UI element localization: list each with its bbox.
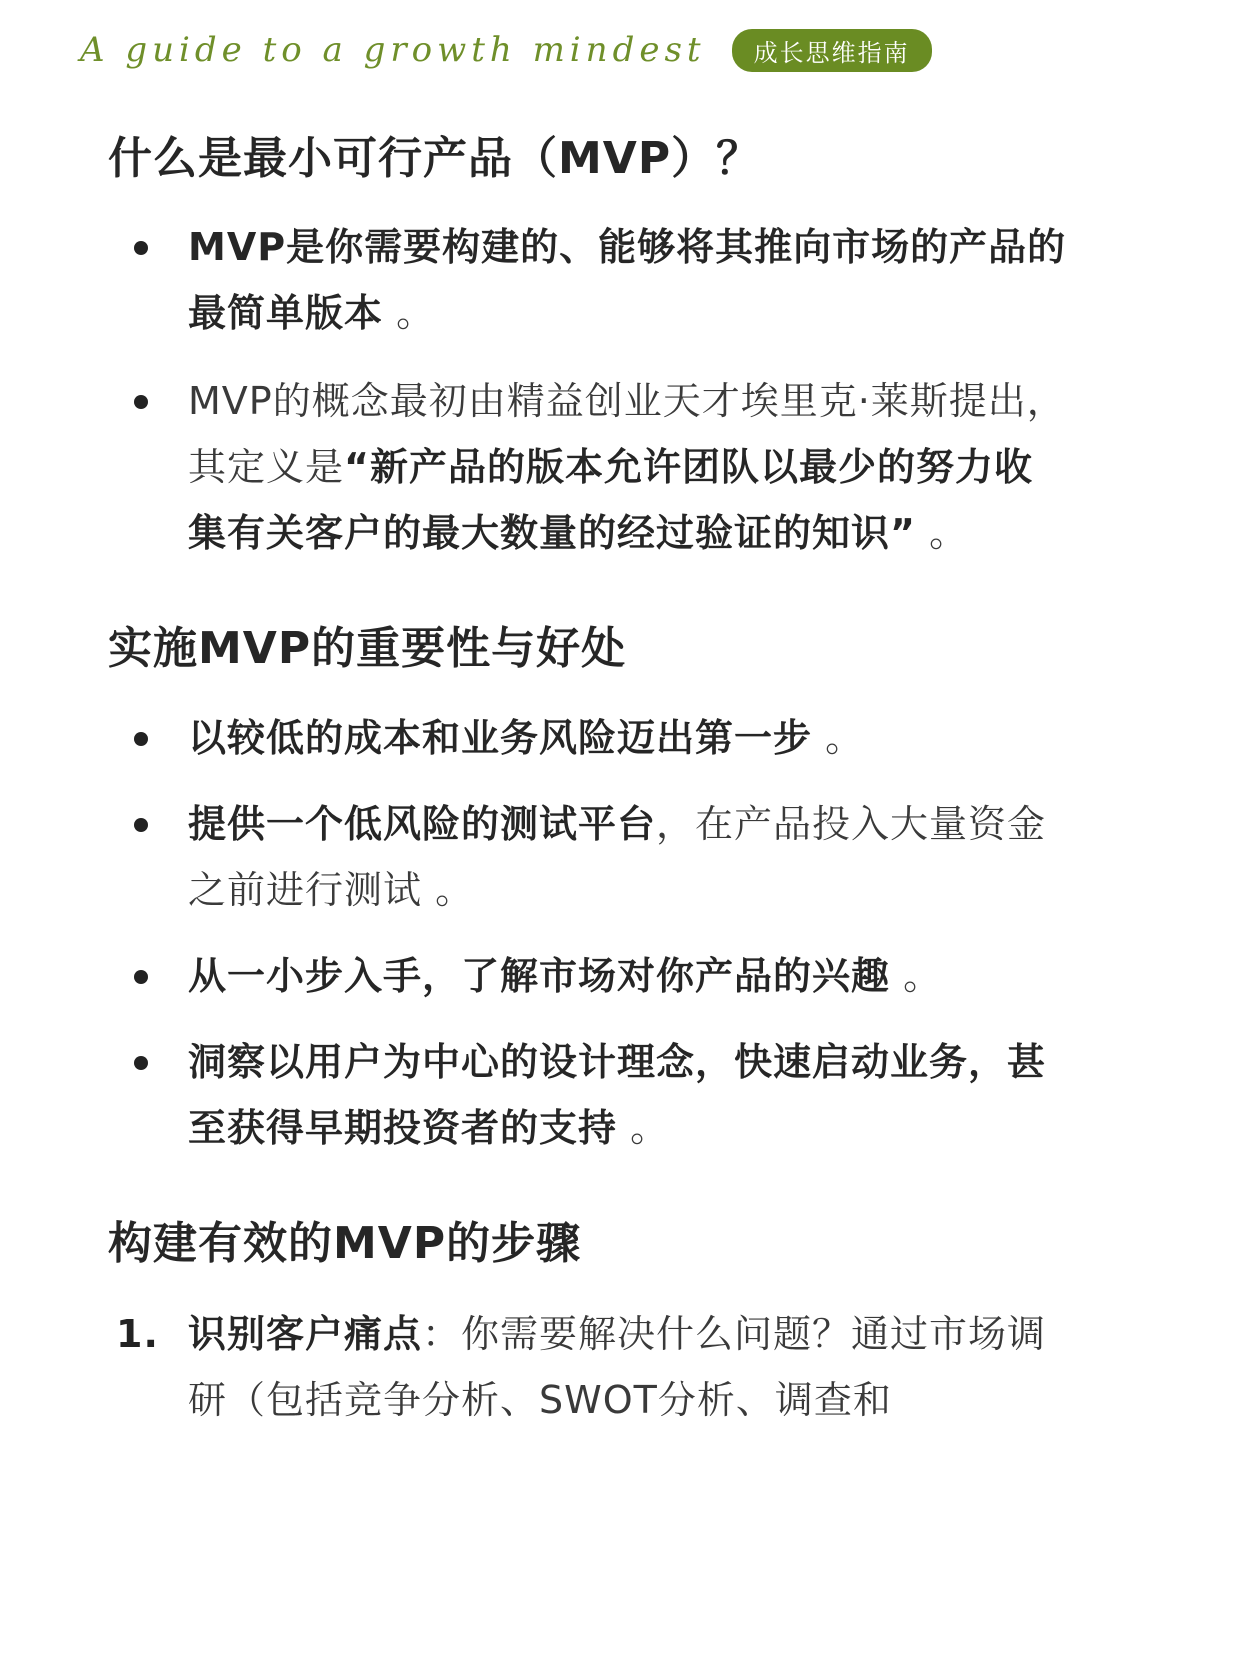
bullet-dot (134, 970, 148, 984)
item-tail-text: 。 (915, 510, 969, 555)
list-number: 1. (116, 1311, 159, 1356)
header (80, 22, 932, 78)
list-item (108, 1029, 1068, 1161)
item-text: ，在产品投入大量资金之前进行测试 。 (188, 802, 1047, 913)
item-bold-text: 从一小步入手，了解市场对你产品的兴趣 (188, 954, 891, 999)
list-item (108, 368, 1068, 566)
bullet-dot (134, 732, 148, 746)
item-text: 。 (383, 290, 436, 335)
list-item (108, 791, 1068, 923)
section-title-what-is-mvp: 什么是最小可行产品（MVP）？ (108, 133, 762, 184)
bullet-dot (134, 818, 148, 832)
list-item (108, 214, 1068, 346)
list-item (108, 943, 1068, 1009)
item-text: ：你需要解决什么问题？通过市场调研（包括竞争分析、SWOT分析、调查和 (188, 1311, 1047, 1422)
bullet-dot (134, 241, 148, 255)
article-body (108, 128, 1108, 1433)
category-badge: 成长思维指南 (732, 29, 932, 72)
item-text: MVP的概念最初由精益创业天才埃里克·莱斯提出，其定义是 (188, 378, 1066, 489)
item-text: 。 (812, 716, 865, 761)
section-title-steps: 构建有效的MVP的步骤 (108, 1218, 582, 1270)
list-item (108, 705, 1068, 771)
tagline: A guide to a growth mindest (80, 30, 706, 70)
section-list-what-is-mvp (108, 214, 1108, 566)
item-bold-text: “新产品的版本允许团队以最少的努力收集有关客户的最大数量的经过验证的知识” (188, 444, 1033, 555)
bullet-dot (134, 395, 148, 409)
section-title-benefits: 实施MVP的重要性与好处 (108, 622, 627, 674)
item-bold-text: 提供一个低风险的测试平台 (188, 802, 657, 847)
section-list-benefits (108, 705, 1108, 1161)
bullet-dot (134, 1056, 148, 1070)
item-text: 。 (617, 1106, 670, 1151)
list-item (108, 1301, 1068, 1433)
item-text: 。 (890, 954, 943, 999)
item-bold-text: 识别客户痛点 (188, 1311, 423, 1356)
item-bold-text: 洞察以用户为中心的设计理念，快速启动业务，甚至获得早期投资者的支持 (188, 1040, 1047, 1151)
item-bold-text: 以较低的成本和业务风险迈出第一步 (188, 716, 813, 761)
section-list-steps (108, 1301, 1108, 1433)
item-bold-text: MVP是你需要构建的、能够将其推向市场的产品的最简单版本 (188, 224, 1067, 335)
